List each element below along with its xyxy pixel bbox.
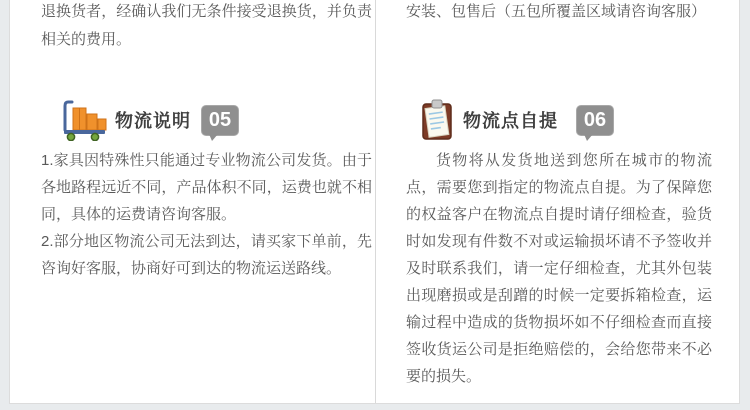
column-divider [375,0,376,403]
logistics-note-2: 2.部分地区物流公司无法到达，请买家下单前，先咨询好客服，协商好可到达的物流运送路线。 [41,233,372,277]
product-detail-card [9,0,740,404]
logistics-section-number-badge: 05 [201,105,239,136]
pickup-section-title: 物流点自提 [463,111,558,131]
clipboard-icon [418,98,456,142]
pickup-instructions: 货物将从发货地送到您所在城市的物流点，需要您到指定的物流点自提。为了保障您的权益客户在物流点自提时请仔细检查，验货时如发现有件数不对或运输损坏请不予签收并及时联系我们，请一定仔细检查，尤其外包装出现磨损或是刮蹭的时候一定要拆箱检查，运输过程中造成的货物损坏如不仔细检查而直接签收货运公司是拒绝赔偿的，会给您带来不必要的损失。 [406,152,712,385]
logistics-note-1: 1.家具因特殊性只能通过专业物流公司发货。由于各地路程远近不同，产品体积不同，运费也就不相同，具体的运费请咨询客服。 [41,152,372,223]
logistics-description-column [41,0,372,403]
logistics-section-title: 物流说明 [115,111,191,131]
logistics-section-header [41,99,372,141]
hand-truck-icon [61,99,108,141]
pickup-section-body [406,147,712,390]
pickup-section-number-badge: 06 [576,105,614,136]
pickup-section-header [406,99,712,141]
return-policy-text: 退换货者，经确认我们无条件接受退换货，并负责相关的费用。 [41,3,372,48]
logistics-section-body [41,147,372,282]
pickup-point-column [406,0,712,403]
installation-aftersales-text: 安装、包售后（五包所覆盖区域请咨询客服） [406,3,707,20]
